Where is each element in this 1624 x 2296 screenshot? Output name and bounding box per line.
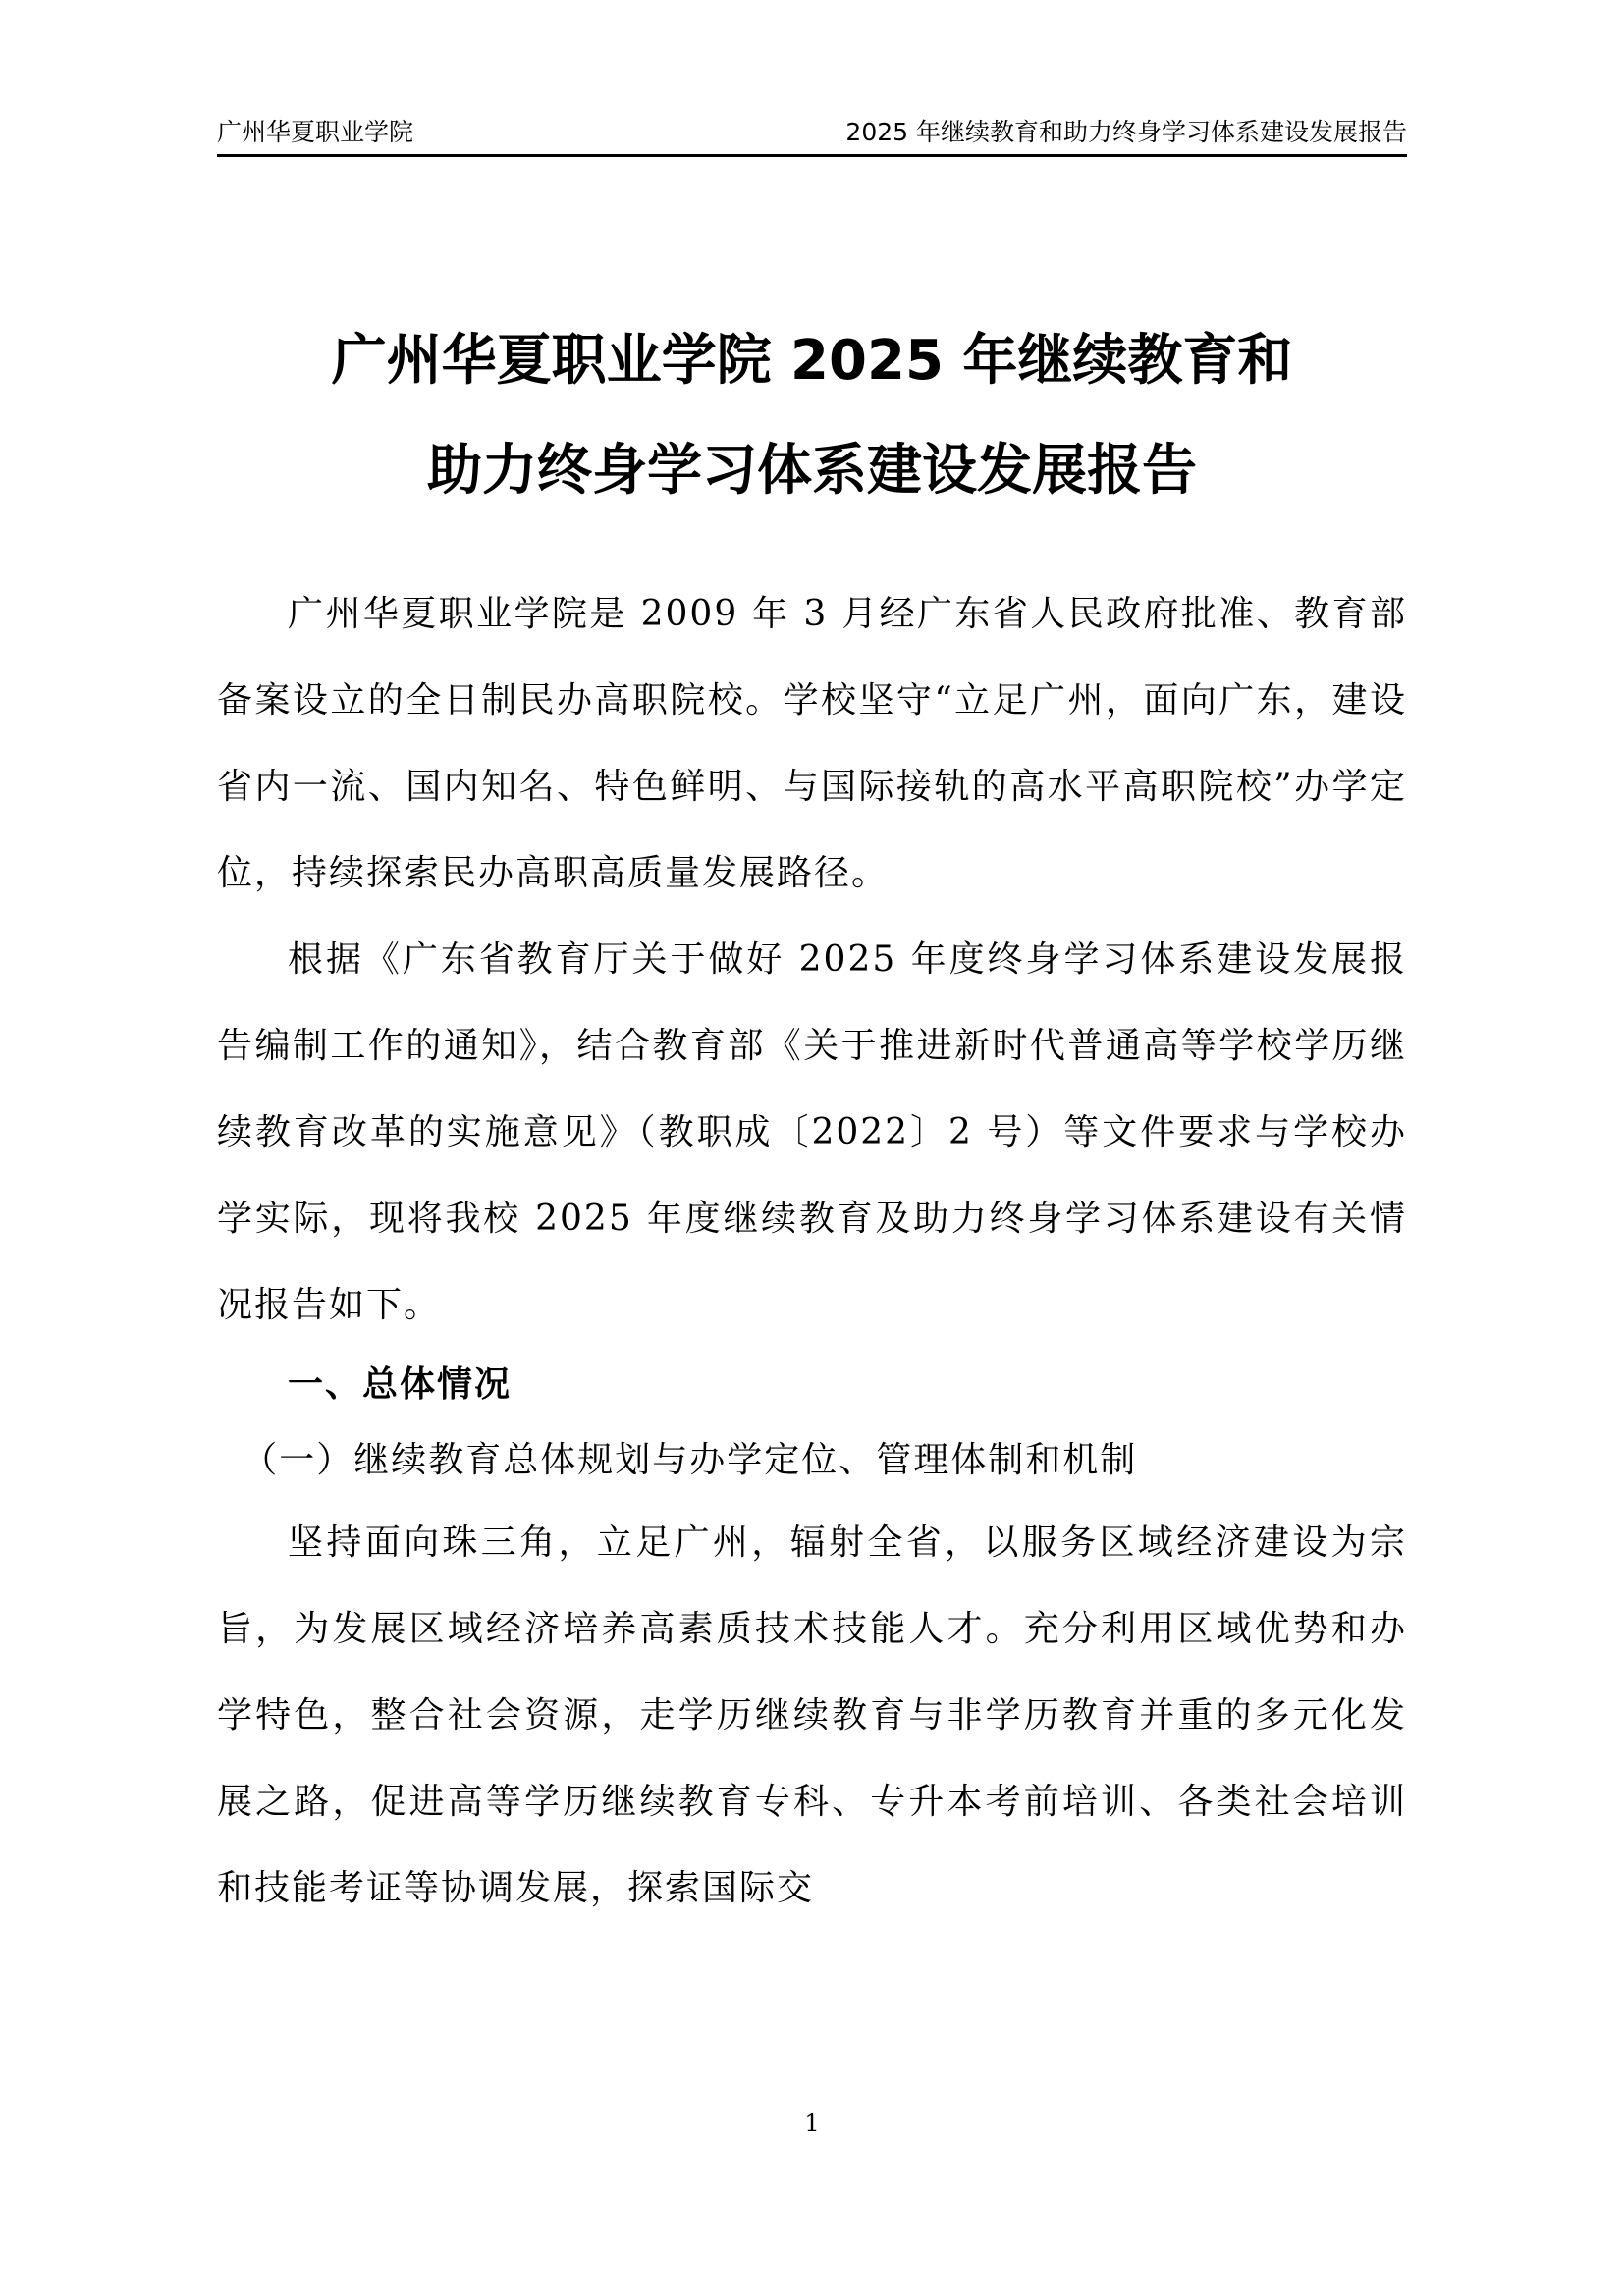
subsection-heading: （一）继续教育总体规划与办学定位、管理体制和机制 xyxy=(242,1440,1138,1480)
title-line-2: 助力终身学习体系建设发展报告 xyxy=(427,439,1197,503)
intro-paragraph: 广州华夏职业学院是 2009 年 3 月经广东省人民政府批准、教育部备案设立的全日制民办高职院校。学校坚守“立足广州，面向广东，建设省内一流、国内知名、特色鲜明、与国际接轨的高水平高职院校”办学定位，持续探索民办高职高质量发展路径。 xyxy=(217,594,1407,893)
document-title xyxy=(217,306,1407,526)
basis-paragraph: 根据《广东省教育厅关于做好 2025 年度终身学习体系建设发展报告编制工作的通知》，结合教育部《关于推进新时代普通高等学校学历继续教育改革的实施意见》（教职成〔2022〕2 号）等文件要求与学校办学实际，现将我校 2025 年度继续教育及助力终身学习体系建设有关情况报告如下。 xyxy=(217,939,1407,1325)
running-header xyxy=(217,112,1407,157)
section-heading: 一、总体情况 xyxy=(288,1364,513,1405)
header-report-title: 2025 年继续教育和助力终身学习体系建设发展报告 xyxy=(845,118,1407,146)
document-body xyxy=(217,571,1407,1932)
title-line-1: 广州华夏职业学院 2025 年继续教育和 xyxy=(331,329,1293,393)
page-number: 1 xyxy=(804,2109,820,2137)
planning-paragraph: 坚持面向珠三角，立足广州，辐射全省，以服务区域经济建设为宗旨，为发展区域经济培养高素质技术技能人才。充分利用区域优势和办学特色，整合社会资源，走学历继续教育与非学历教育并重的多元化发展之路，促进高等学历继续教育专科、专升本考前培训、各类社会培训和技能考证等协调发展，探索国际交 xyxy=(217,1522,1407,1908)
header-institution: 广州华夏职业学院 xyxy=(217,118,414,146)
